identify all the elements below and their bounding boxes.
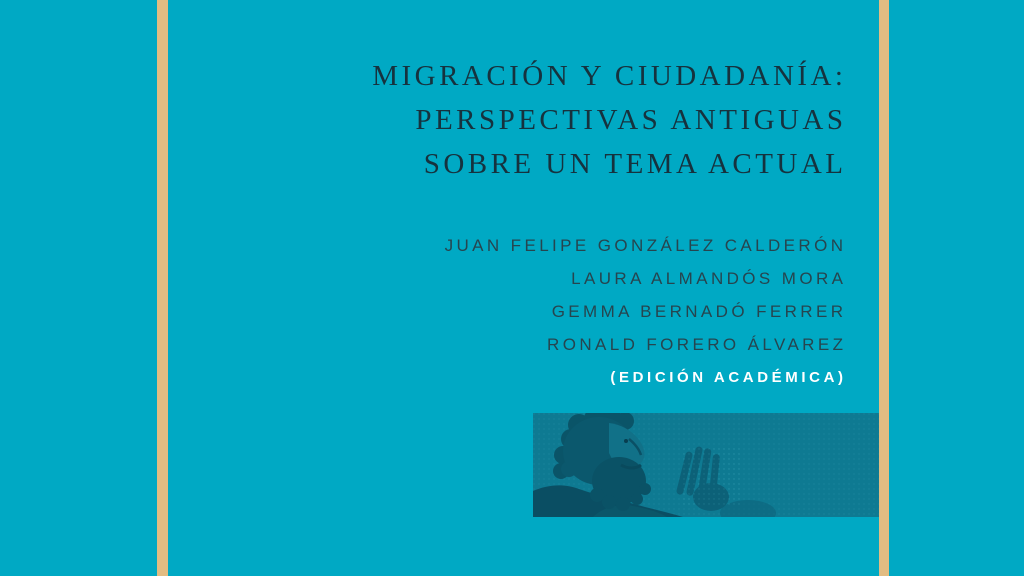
title-line-1: MIGRACIÓN Y CIUDADANÍA: — [372, 60, 847, 92]
statue-image — [533, 413, 879, 517]
author-name: JUAN FELIPE GONZÁLEZ CALDERÓN — [444, 236, 847, 255]
right-accent-stripe — [879, 0, 889, 576]
author-name: RONALD FORERO ÁLVAREZ — [547, 335, 847, 354]
author-name: LAURA ALMANDÓS MORA — [571, 269, 847, 288]
authors-block — [444, 229, 847, 394]
title-line-2: PERSPECTIVAS ANTIGUAS — [415, 104, 847, 136]
author-name: GEMMA BERNADÓ FERRER — [551, 302, 847, 321]
statue-illustration — [533, 413, 879, 517]
title-line-3: SOBRE UN TEMA ACTUAL — [423, 148, 847, 180]
edition-label: (EDICIÓN ACADÉMICA) — [610, 369, 847, 386]
left-accent-stripe — [157, 0, 168, 576]
book-title — [372, 54, 847, 186]
